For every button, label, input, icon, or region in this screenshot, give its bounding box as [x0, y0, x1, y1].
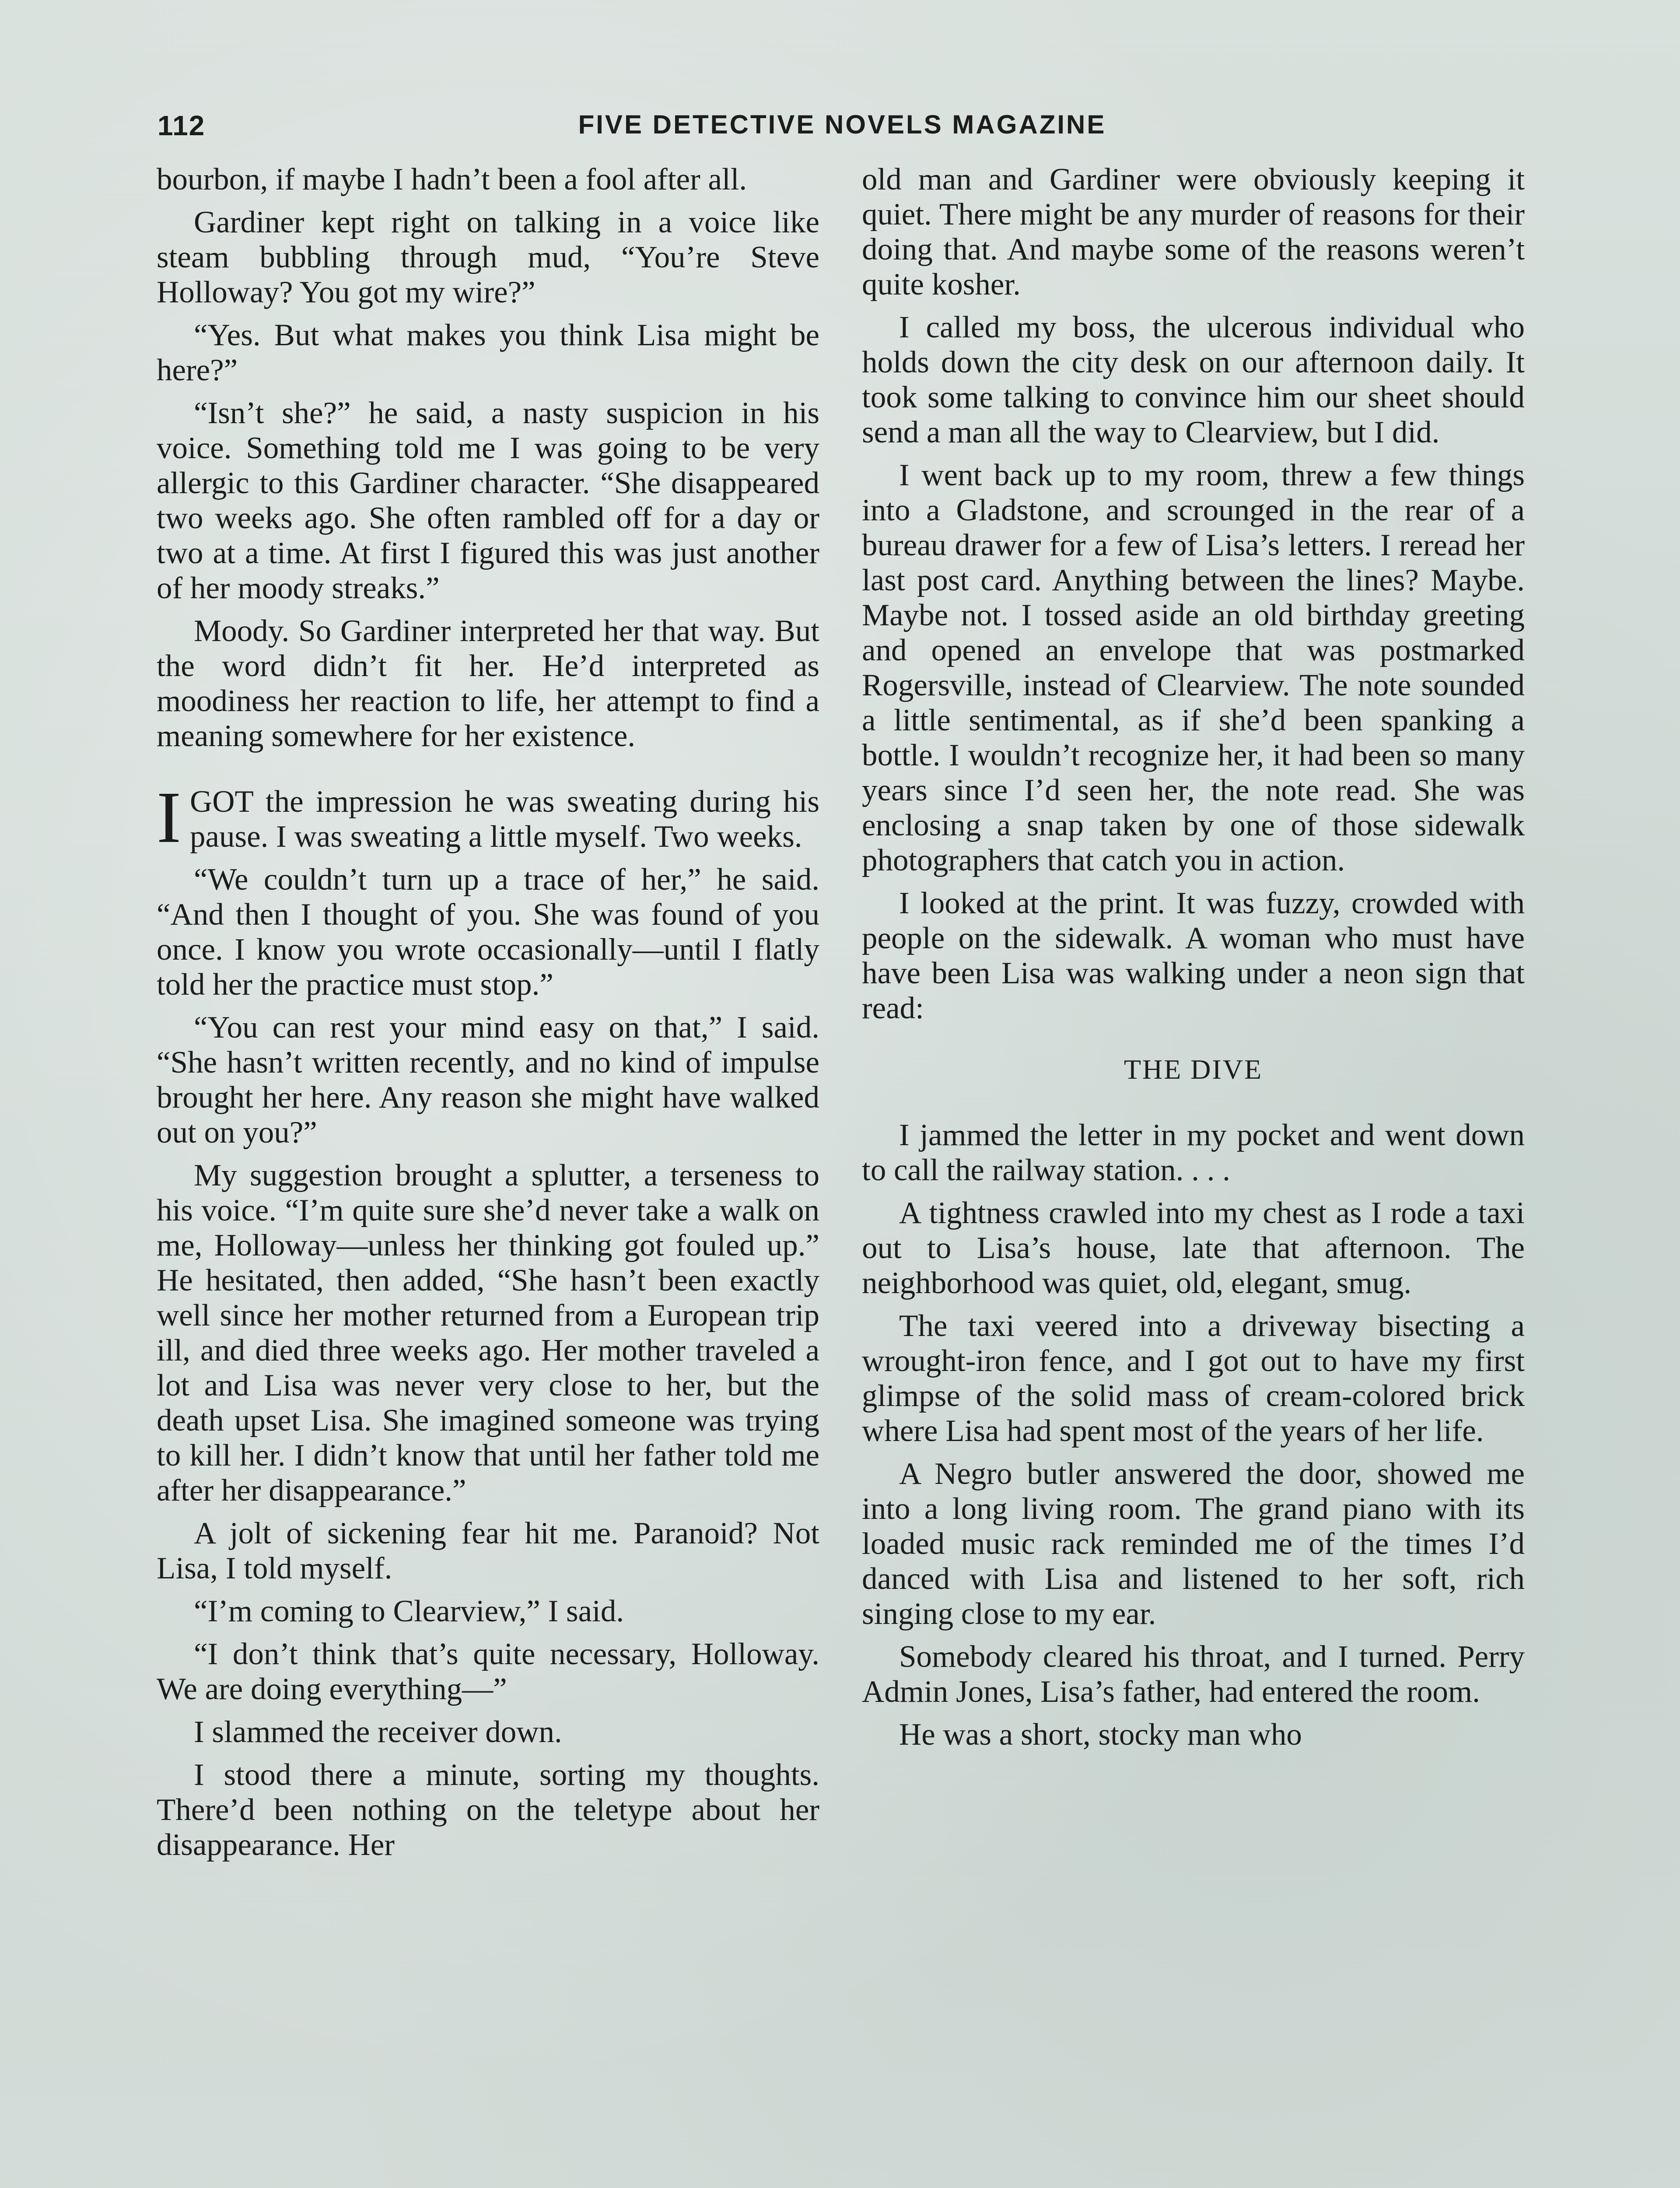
- paragraph: I looked at the print. It was fuzzy, crowded with people on the sidewalk. A woman who must have have been Lisa was walking under a neon sign that read:: [862, 886, 1525, 1025]
- paragraph: A tightness crawled into my chest as I rode a taxi out to Lisa’s house, late that afternoon. The neighborhood was quiet, old, elegant, smug.: [862, 1196, 1525, 1300]
- paragraph: I jammed the letter in my pocket and went down to call the railway station. . . .: [862, 1118, 1525, 1187]
- paragraph: My suggestion brought a splutter, a terseness to his voice. “I’m quite sure she’d never take a walk on me, Holloway—unless her thinking got fouled up.” He hesitated, then added, “She hasn’t been exactly well since her mother returned from a European trip ill, and died three weeks ago. Her mother traveled a lot and Lisa was never very close to her, but the death upset Lisa. She imagined someone was trying to kill her. I didn’t know that until her father told me after her disappearance.”: [157, 1158, 819, 1508]
- paragraph: A Negro butler answered the door, showed me into a long living room. The grand piano with its loaded music rack reminded me of the times I’d danced with Lisa and listened to her soft, rich singing close to my ear.: [862, 1457, 1525, 1631]
- paragraph: “Isn’t she?” he said, a nasty suspicion in his voice. Something told me I was going to be very allergic to this Gardiner character. “She disappeared two weeks ago. She often rambled off for a day or two at a time. At first I figured this was just another of her moody streaks.”: [157, 396, 819, 605]
- page-number: 112: [158, 110, 206, 141]
- paragraph-text: GOT the impression he was sweating during his pause. I was sweating a little myself. Two weeks.: [189, 785, 819, 854]
- section-start-paragraph: [157, 777, 819, 858]
- paragraph: Moody. So Gardiner interpreted her that way. But the word didn’t fit her. He’d interpreted as moodiness her reaction to life, her attempt to find a meaning somewhere for her existence.: [157, 614, 819, 753]
- drop-cap: I: [157, 777, 181, 858]
- paragraph: I went back up to my room, threw a few things into a Gladstone, and scrounged in the rear of a bureau drawer for a few of Lisa’s letters. I reread her last post card. Anything between the lines? Maybe. Maybe not. I tossed aside an old birthday greeting and opened an envelope that was postmarked Rogersville, instead of Clearview. The note sounded a little sentimental, as if she’d been spanking a bottle. I wouldn’t recognize her, it had been so many years since I’d seen her, the note read. She was enclosing a snap taken by one of those sidewalk photographers that catch you in action.: [862, 458, 1525, 877]
- right-column: [862, 162, 1525, 1760]
- paragraph: He was a short, stocky man who: [899, 1718, 1302, 1752]
- paragraph: I stood there a minute, sorting my thoughts. There’d been nothing on the teletype about her disappearance. Her: [157, 1758, 819, 1862]
- left-column: [157, 162, 819, 1870]
- paragraph: “You can rest your mind easy on that,” I said. “She hasn’t written recently, and no kind of impulse brought her here. Any reason she might have walked out on you?”: [157, 1010, 819, 1150]
- paragraph: “I don’t think that’s quite necessary, Holloway. We are doing everything—”: [157, 1637, 819, 1706]
- sign-text-heading: THE DIVE: [1124, 1054, 1263, 1085]
- paragraph: I slammed the receiver down.: [194, 1715, 562, 1749]
- running-title: FIVE DETECTIVE NOVELS MAGAZINE: [578, 110, 1106, 139]
- paragraph: “Yes. But what makes you think Lisa might be here?”: [157, 318, 819, 387]
- paragraph: “I’m coming to Clearview,” I said.: [194, 1594, 624, 1628]
- paragraph: I called my boss, the ulcerous individual who holds down the city desk on our afternoon daily. It took some talking to convince him our sheet should send a man all the way to Clearview, but I did.: [862, 310, 1525, 449]
- paragraph: old man and Gardiner were obviously keeping it quiet. There might be any murder of reasons for their doing that. And maybe some of the reasons weren’t quite kosher.: [862, 162, 1525, 302]
- page-header: [158, 109, 1527, 158]
- paragraph: Gardiner kept right on talking in a voice like steam bubbling through mud, “You’re Steve Holloway? You got my wire?”: [157, 205, 819, 309]
- paragraph: A jolt of sickening fear hit me. Paranoid? Not Lisa, I told myself.: [157, 1516, 819, 1585]
- paragraph: bourbon, if maybe I hadn’t been a fool after all.: [157, 162, 747, 196]
- paragraph: “We couldn’t turn up a trace of her,” he said. “And then I thought of you. She was found of you once. I know you wrote occasionally—until I flatly told her the practice must stop.”: [157, 863, 819, 1002]
- paragraph: The taxi veered into a driveway bisecting a wrought-iron fence, and I got out to have my first glimpse of the solid mass of cream-colored brick where Lisa had spent most of the years of her life.: [862, 1309, 1525, 1448]
- paragraph: Somebody cleared his throat, and I turned. Perry Admin Jones, Lisa’s father, had entered the room.: [862, 1640, 1525, 1709]
